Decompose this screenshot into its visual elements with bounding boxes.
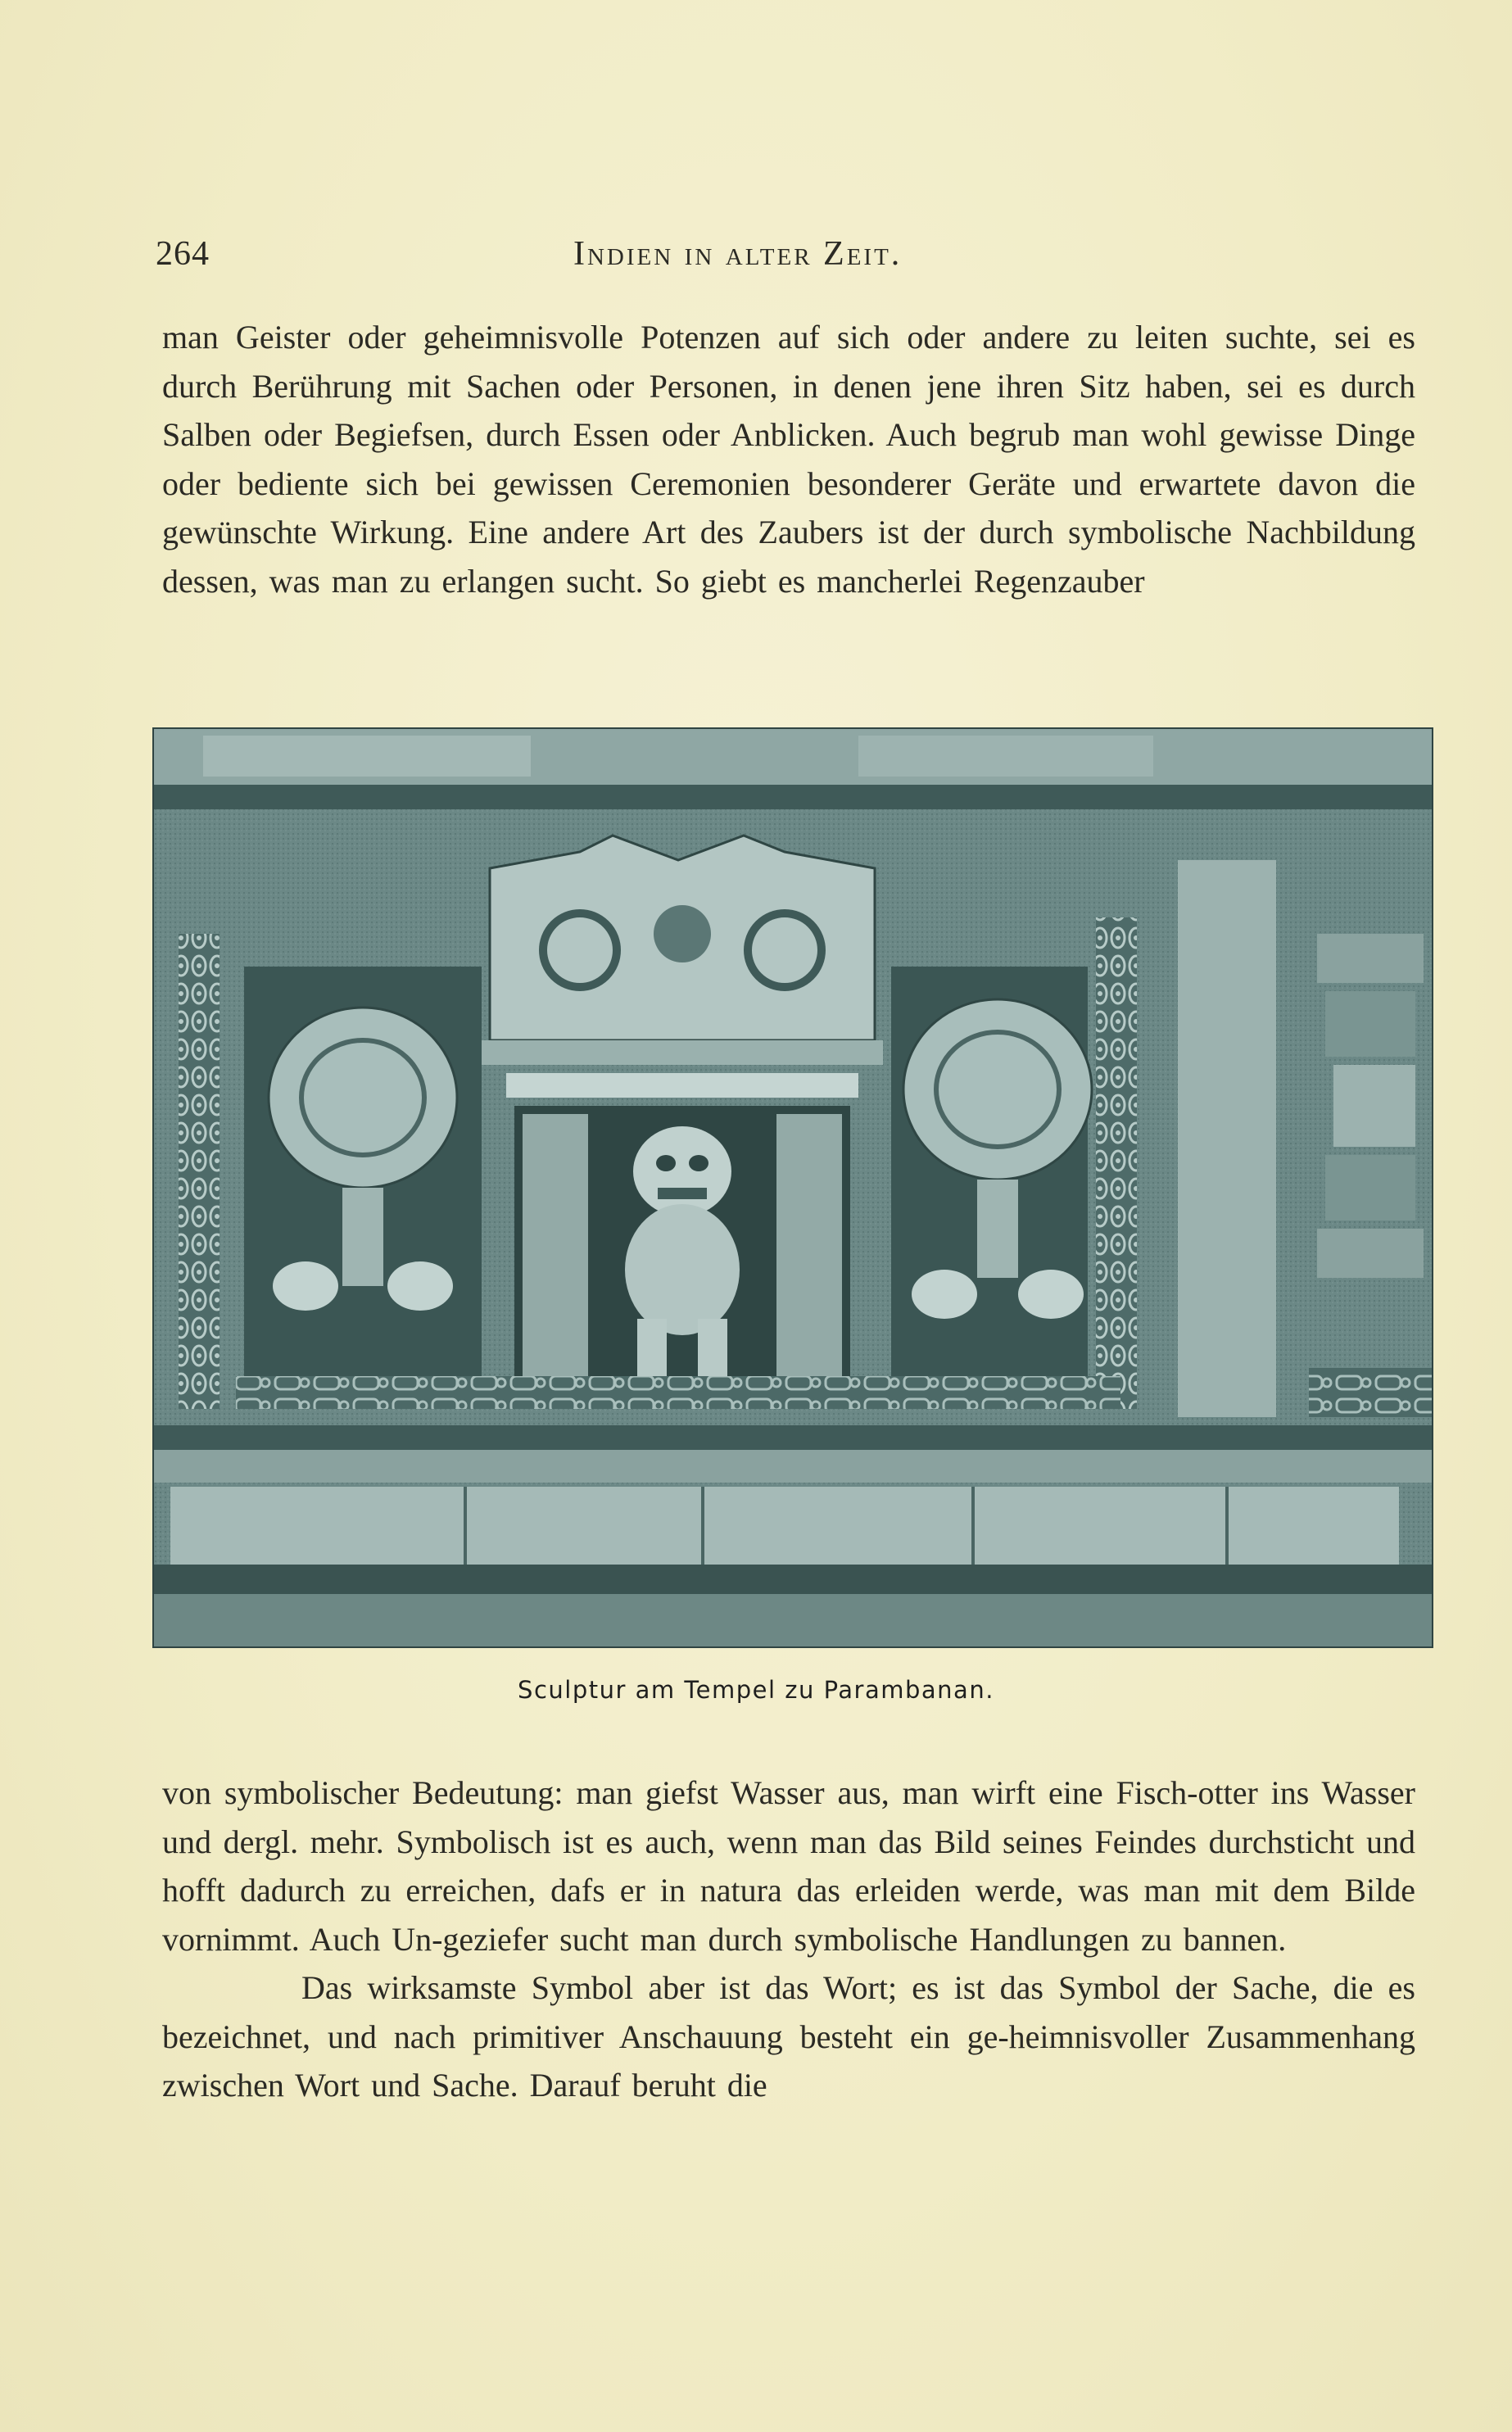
body-text-top (162, 313, 1415, 605)
body-text-bottom (162, 1769, 1415, 2110)
photo-illustration (154, 729, 1432, 1646)
figure-caption: Sculptur am Tempel zu Parambanan. (518, 1676, 994, 1704)
paragraph: man Geister oder geheimnisvolle Potenzen auf sich oder andere zu leiten suchte, sei es durch Berührung mit Sachen oder Personen, in denen jene ihren Sitz haben, sei es durch Salben oder Begiefsen, durch Essen oder Anblicken. Auch begrub man wohl gewisse Dinge oder bediente sich bei gewissen Ceremonien besonderer Geräte und erwartete davon die gewünschte Wirkung. Eine andere Art des Zaubers ist der durch symbolische Nachbildung dessen, was man zu erlangen sucht. So giebt es mancherlei Regenzauber (162, 319, 1415, 600)
page-number: 264 (156, 235, 210, 273)
running-title: Indien in alter Zeit. (573, 235, 903, 273)
running-header (156, 234, 1417, 280)
temple-sculpture-photo (152, 727, 1433, 1648)
paragraph: von symbolischer Bedeutung: man giefst Wasser aus, man wirft eine Fisch-otter ins Wasser und dergl. mehr. Symbolisch ist es auch, wenn man das Bild seines Feindes durchsticht und hofft dadurch zu erreichen, dafs er in natura das erleiden werde, was man mit dem Bilde vornimmt. Auch Un-geziefer sucht man durch symbolische Handlungen zu bannen. (162, 1774, 1415, 1958)
paragraph: Das wirksamste Symbol aber ist das Wort; es ist das Symbol der Sache, die es bezeichnet, und nach primitiver Anschauung besteht ein ge-heimnisvoller Zusammenhang zwischen Wort und Sache. Darauf beruht die (162, 1969, 1415, 2104)
